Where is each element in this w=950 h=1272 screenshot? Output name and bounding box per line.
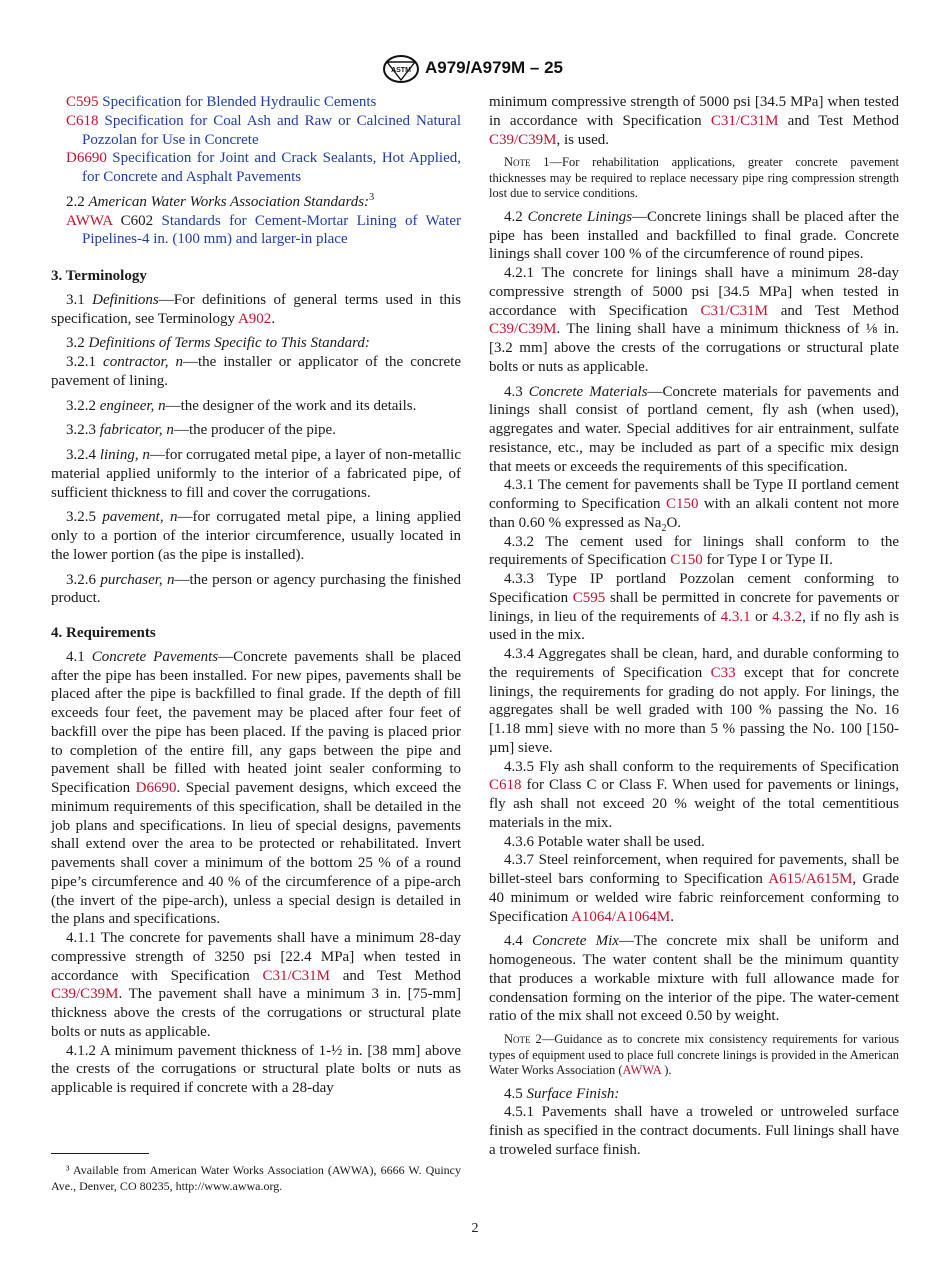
paragraph-4-1: 4.1 Concrete Pavements—Concrete pavements shall be placed after the pipe has been installed. For new pipes, pavements shall be placed after the pipe is backfilled to final grade. If the depth of fill exceeds four feet, the pavement may be placed after four feet of backfill over the pipe has been placed. If the paving is placed prior to completion of the entire fill, any gaps between the pipe and pavement shall be filled with heated joint sealer conforming to Specification D6690. Special pavement designs, which exceed the minimum requirements of this specification, shall be detailed in the job plans and specifications. In lieu of special designs, pavements shall extend over the area to be protected or rehabilitated. Invert pavements shall cover a minimum of the bottom 25 % of a round pipe’s circumference and 40 % of the circumference of a pipe-arch (the invert of the pipe-arch), unless a special design is detailed in the plans and specifications. — [51, 648, 462, 928]
paragraph-4-1-1: 4.1.1 The concrete for pavements shall have a minimum 28-day compressive strength of 3250 psi [22.4 MPa] when tested in accordance with Specification C31/C31M and Test Method C39/C39M. The pavement shall have a minimum 3 in. [75-mm] thickness above the crests of the corrugations or structural plate bolts or nuts as applicable. — [51, 930, 461, 1040]
section-link[interactable]: 4.3.2 — [772, 608, 803, 625]
reference-code-link[interactable]: C595 — [66, 94, 99, 110]
right-column — [489, 93, 899, 1160]
page-number: 2 — [471, 1221, 479, 1236]
paragraph-3-2-3: 3.2.3 fabricator, n—the producer of the pipe. — [66, 422, 336, 439]
reference-item — [66, 149, 462, 187]
paragraph-3-2: 3.2 Definitions of Terms Specific to This Standard: — [66, 335, 370, 352]
section-link[interactable]: 4.3.1 — [720, 608, 751, 625]
reference-link[interactable]: C39/C39M — [51, 986, 119, 1003]
footnote-divider — [51, 1153, 149, 1154]
footnote: ³ Available from American Water Works Association (AWWA), 6666 W. Quincy Ave., Denver, CO 80235, http://www.awwa.org. — [51, 1163, 461, 1193]
paragraph-4-3-5: 4.3.5 Fly ash shall conform to the requirements of Specification C618 for Class C or Class F. When used for pavements or linings, fly ash shall not exceed 20 % weight of the total cementitious materials in the mix. — [489, 758, 899, 831]
reference-code-link[interactable]: D6690 — [66, 150, 107, 167]
paragraph-3-2-1: 3.2.1 contractor, n—the installer or applicator of the concrete pavement of lining. — [51, 354, 461, 389]
reference-link[interactable]: C31/C31M — [700, 302, 768, 319]
section-heading: 3. Terminology — [51, 268, 147, 284]
note-1: Note 1—For rehabilitation applications, greater concrete pavement thicknesses may be required to replace necessary pipe ring compression strength lost due to service conditions. — [489, 155, 899, 201]
reference-title-link[interactable]: Specification for Coal Ash and Raw or Calcined Natural Pozzolan for Use in Concrete — [82, 112, 461, 148]
paragraph-4-3-3: 4.3.3 Type IP portland Pozzolan cement conforming to Specification C595 shall be permitted in concrete for pavements or linings, in lieu of the requirements of 4.3.1 or 4.3.2, if no fly ash is used in the mix. — [489, 571, 900, 644]
reference-code-link[interactable]: C618 — [66, 112, 99, 129]
reference-title-link[interactable]: Standards for Cement-Mortar Lining of Water Pipelines-4 in. (100 mm) and larger-in place — [82, 212, 461, 248]
section-2-2: 2.2 American Water Works Association Standards:$^3$ — [66, 191, 375, 210]
reference-link[interactable]: A1064/A1064M — [571, 908, 671, 925]
paragraph-3-2-2: 3.2.2 engineer, n—the designer of the work and its details. — [66, 397, 417, 414]
paragraph-3-1: 3.1 Definitions—For definitions of general terms used in this specification, see Terminology A902. — [51, 291, 462, 327]
reference-code-link[interactable]: AWWA — [66, 212, 113, 229]
reference-link[interactable]: AWWA — [622, 1063, 662, 1077]
paragraph-3-2-6: 3.2.6 purchaser, n—the person or agency purchasing the finished product. — [51, 571, 462, 607]
section-heading: 4. Requirements — [51, 625, 156, 641]
reference-link[interactable]: C39/C39M — [489, 321, 557, 338]
paragraph-4-3-7: 4.3.7 Steel reinforcement, when required for pavements, shall be billet-steel bars conforming to Specification A615/A615M, Grade 40 minimum or welded wire fabric reinforcement conforming to Specification A1064/A1064M. — [489, 852, 899, 925]
left-column — [51, 93, 461, 1098]
page-header — [0, 54, 950, 86]
reference-link[interactable]: C150 — [670, 552, 703, 569]
svg-text:ASTM: ASTM — [391, 67, 411, 74]
reference-item — [66, 93, 461, 112]
paragraph-4-5-1: 4.5.1 Pavements shall have a troweled or untroweled surface finish as specified in the contract documents. Full linings shall have a troweled surface finish. — [489, 1104, 899, 1158]
paragraph-4-1-2-continued: minimum compressive strength of 5000 psi [34.5 MPa] when tested in accordance with Specification C31/C31M and Test Method C39/C39M, is used. — [489, 94, 899, 148]
paragraph-4-2: 4.2 Concrete Linings—Concrete linings shall be placed after the pipe has been installed and backfilled to final grade. Concrete linings shall cover 100 % of the circumference of round pipes. — [489, 208, 899, 263]
document-designation: A979/A979M – 25 — [425, 58, 563, 77]
reference-link[interactable]: C150 — [665, 496, 699, 512]
paragraph-4-1-2: 4.1.2 A minimum pavement thickness of 1-½ in. [38 mm] above the crests of the corrugations or structural plate bolts or nuts as applicable is required if concrete with a 28-day — [51, 1042, 461, 1096]
reference-title-link[interactable]: Specification for Joint and Crack Sealants, Hot Applied, for Concrete and Asphalt Pavements — [82, 150, 462, 185]
paragraph-4-3: 4.3 Concrete Materials—Concrete materials for pavements and linings shall consist of portland cement, fly ash (when used), aggregates and water. Special additives for air entrainment, sulfate resistance, etc., may be included as part of a specific mix design that meets or exceeds the requirements of this specification. — [489, 383, 899, 475]
footnote-ref[interactable]: 3 — [369, 191, 375, 203]
reference-title-link[interactable]: Specification for Blended Hydraulic Cements — [102, 94, 377, 110]
paragraph-4-3-2: 4.3.2 The cement used for linings shall conform to the requirements of Specification C150 for Type I or Type II. — [489, 533, 899, 569]
reference-link[interactable]: D6690 — [135, 780, 177, 796]
reference-link[interactable]: C595 — [572, 589, 606, 606]
reference-link[interactable]: A615/A615M — [768, 871, 853, 887]
reference-item — [66, 112, 461, 150]
reference-link[interactable]: C39/C39M — [489, 131, 557, 148]
reference-link[interactable]: A902 — [237, 310, 272, 327]
reference-item: AWWA C602 Standards for Cement-Mortar Lining of Water Pipelines-4 in. (100 mm) and larger-in place — [66, 212, 461, 248]
reference-link[interactable]: C33 — [710, 664, 736, 681]
paragraph-4-3-1: 4.3.1 The cement for pavements shall be Type II portland cement conforming to Specification C150 with an alkali content not more than 0.60 % expressed as $Na_2O$. — [489, 477, 900, 534]
reference-link[interactable]: C31/C31M — [710, 112, 779, 129]
paragraph-4-4: 4.4 Concrete Mix—The concrete mix shall be uniform and homogeneous. The water content shall be the minimum quantity that produces a workable mixture with full allowance made for condensation forming on the interior of the pipe. The water-cement ratio of the mix shall not exceed 0.50 by weight. — [489, 933, 900, 1025]
astm-logo-icon — [381, 54, 421, 84]
paragraph-3-2-5: 3.2.5 pavement, n—for corrugated metal pipe, a lining applied only to a portion of the interior circumference, usually located in the lower portion (as the pipe is installed). — [51, 509, 461, 563]
reference-link[interactable]: C618 — [489, 777, 522, 794]
paragraph-3-2-4: 3.2.4 lining, n—for corrugated metal pipe, a layer of non-metallic material applied uniformly to the interior of a fabricated pipe, of sufficient thickness to fill and cover the corrugations. — [51, 447, 461, 501]
note-2: Note 2—Guidance as to concrete mix consistency requirements for various types of equipment used to place full concrete linings is provided in the American Water Works Association (AWWA ). — [489, 1032, 900, 1077]
paragraph-4-3-4: 4.3.4 Aggregates shall be clean, hard, and durable conforming to the requirements of Specification C33 except that for concrete linings, the requirements for grading do not apply. For linings, the aggregates shall be well graded with 100 % passing the No. 16 [1.18 mm] sieve with no more than 5 % passing the No. 100 [150-µm] sieve. — [489, 646, 900, 756]
paragraph-4-3-6: 4.3.6 Potable water shall be used. — [504, 833, 705, 850]
paragraph-4-5: 4.5 Surface Finish: — [504, 1085, 620, 1102]
reference-link[interactable]: C31/C31M — [262, 967, 330, 984]
paragraph-4-2-1: 4.2.1 The concrete for linings shall have a minimum 28-day compressive strength of 5000 psi [34.5 MPa] when tested in accordance with Specification C31/C31M and Test Method C39/C39M. The lining shall have a minimum thickness of ⅛ in. [3.2 mm] above the crests of the corrugations or structural plate bolts or nuts as applicable. — [489, 265, 899, 375]
